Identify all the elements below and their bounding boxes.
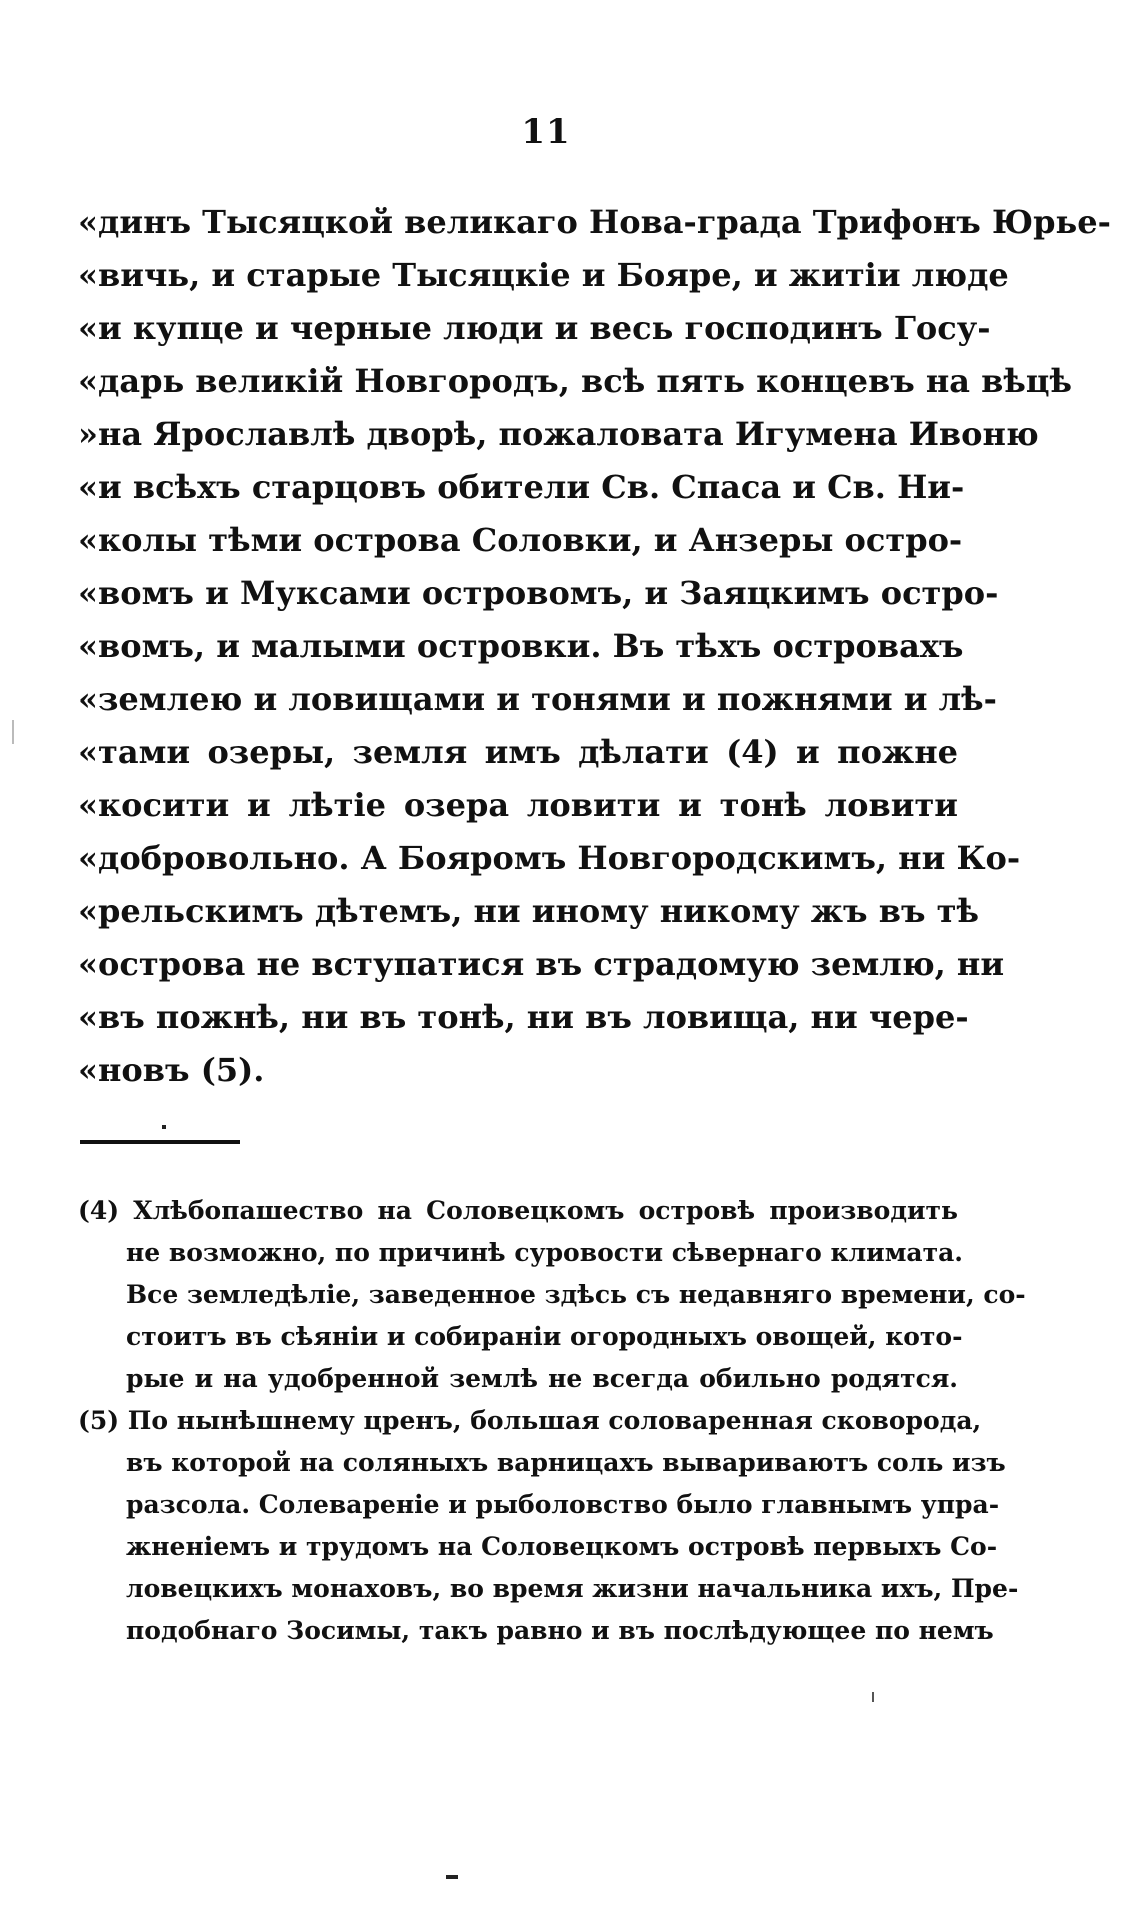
main-text-line: «тами озеры, земля имъ дѣлати (4) и пожне bbox=[78, 733, 958, 771]
footnote-divider bbox=[80, 1140, 240, 1144]
footnote-4 bbox=[78, 1190, 1026, 1400]
main-text-line: «и всѣхъ старцовъ обители Св. Спаса и Св. Ни- bbox=[78, 468, 965, 506]
main-text-line: »на Ярославлѣ дворѣ, пожаловата Игумена Ивоню bbox=[78, 415, 1039, 453]
footnote-line: въ которой на соляныхъ варницахъ вывариваютъ соль изъ bbox=[126, 1448, 1006, 1477]
footnote-line: разсола. Солевареніе и рыболовство было главнымъ упра- bbox=[126, 1490, 1000, 1519]
main-text-line: «вомъ и Муксами островомъ, и Заяцкимъ остро- bbox=[78, 574, 999, 612]
main-text-block bbox=[78, 196, 1111, 1097]
footnote-line bbox=[78, 1190, 958, 1232]
footnote-line bbox=[78, 1400, 982, 1442]
footnote-line: не возможно, по причинѣ суровости сѣвернаго климата. bbox=[126, 1238, 964, 1267]
main-text-line: «рельскимъ дѣтемъ, ни иному никому жъ въ тѣ bbox=[78, 892, 979, 930]
main-text-line: «острова не вступатися въ страдомую землю, ни bbox=[78, 945, 1005, 983]
footnote-text: По нынѣшнему цренъ, большая соловаренная сковорода, bbox=[127, 1406, 982, 1435]
scan-speck bbox=[12, 720, 14, 744]
footnotes-block bbox=[78, 1190, 1026, 1652]
main-text-line: «динъ Тысяцкой великаго Нова-града Трифонъ Юрье- bbox=[78, 203, 1111, 241]
footnote-line: подобнаго Зосимы, такъ равно и въ послѣдующее по немъ bbox=[126, 1616, 994, 1645]
footnote-line: Все земледѣліе, заведенное здѣсь съ недавняго времени, со- bbox=[126, 1280, 1026, 1309]
footnote-marker: (4) bbox=[78, 1196, 120, 1225]
footnote-marker: (5) bbox=[78, 1406, 120, 1435]
scan-speck bbox=[162, 1125, 166, 1129]
footnote-line: жненіемъ и трудомъ на Соловецкомъ островѣ первыхъ Со- bbox=[126, 1532, 998, 1561]
footnote-line: рые и на удобренной землѣ не всегда обильно родятся. bbox=[126, 1364, 958, 1393]
footnote-line: стоитъ въ сѣяніи и собираніи огородныхъ овощей, кото- bbox=[126, 1322, 963, 1351]
main-text-line: «колы тѣми острова Соловки, и Анзеры остро- bbox=[78, 521, 963, 559]
footnote-line: ловецкихъ монаховъ, во время жизни начальника ихъ, Пре- bbox=[126, 1574, 1019, 1603]
main-text-line: «косити и лѣтіе озера ловити и тонѣ ловити bbox=[78, 786, 958, 824]
main-text-line: «въ пожнѣ, ни въ тонѣ, ни въ ловища, ни чере- bbox=[78, 998, 969, 1036]
main-text-line: «добровольно. А Бояромъ Новгородскимъ, ни Ко- bbox=[78, 839, 1021, 877]
main-text-line: «дарь великій Новгородъ, всѣ пять концевъ на вѣцѣ bbox=[78, 362, 1073, 400]
page-number: 11 bbox=[521, 112, 571, 152]
scan-speck bbox=[446, 1875, 458, 1879]
main-text-line: «новъ (5). bbox=[78, 1051, 265, 1089]
footnote-text: Хлѣбопашество на Соловецкомъ островѣ производить bbox=[133, 1196, 958, 1225]
main-text-line: «вомъ, и малыми островки. Въ тѣхъ островахъ bbox=[78, 627, 964, 665]
main-text-line: «землею и ловищами и тонями и пожнями и лѣ- bbox=[78, 680, 997, 718]
main-text-line: «вичь, и старые Тысяцкіе и Бояре, и житіи люде bbox=[78, 256, 1009, 294]
main-text-line: «и купце и черные люди и весь господинъ Госу- bbox=[78, 309, 991, 347]
scan-speck bbox=[872, 1692, 874, 1702]
footnote-5 bbox=[78, 1400, 1019, 1652]
